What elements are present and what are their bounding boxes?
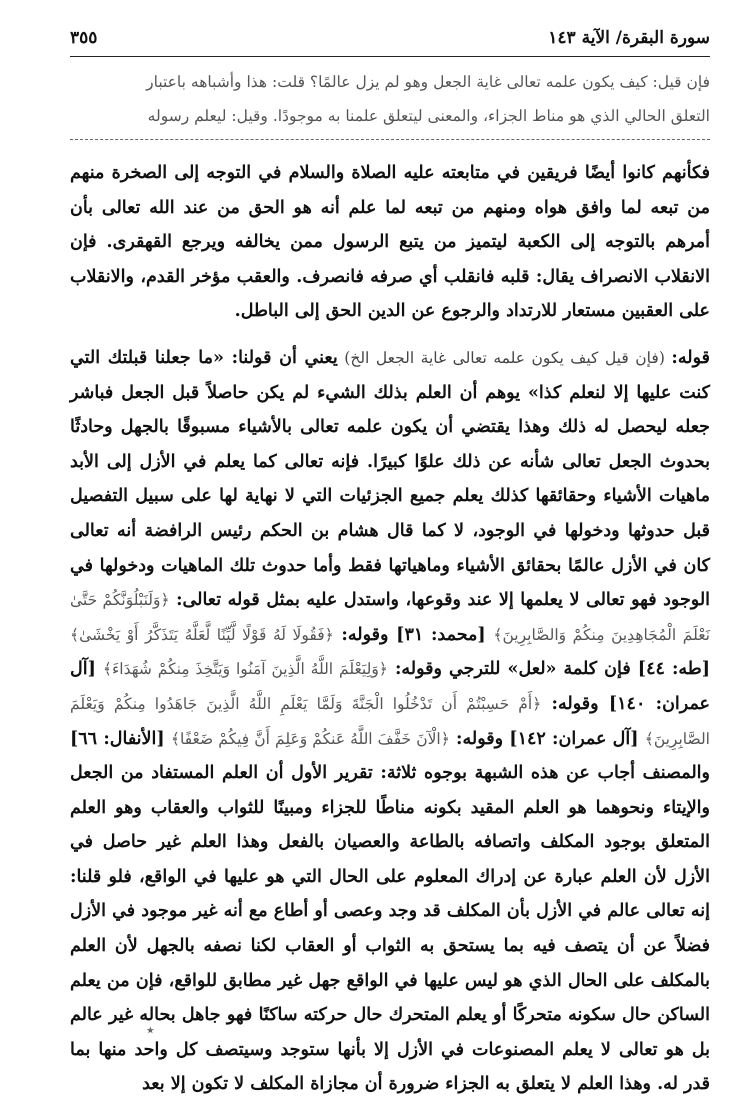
quran-verse: ﴿أَمْ حَسِبْتُمْ أَن تَدْخُلُوا الْجَنَّةَ وَلَمَّا يَعْلَمِ اللَّهُ الَّذِينَ جَاهَدُوا مِنكُمْ وَيَعْلَمَ الصَّابِرِينَ﴾ <box>70 694 710 748</box>
page-number: ٣٥٥ <box>70 28 98 48</box>
verse-ref: [طه: ٤٤] فإن كلمة «لعل» للترجي وقوله: <box>387 659 710 680</box>
qawluhu-label: قوله: <box>671 347 710 368</box>
verse-ref: [آل عمران: ١٤٠] وقوله: <box>70 659 711 714</box>
quran-verse: ﴿وَلَنَبْلُوَنَّكُمْ حَتَّىٰ نَعْلَمَ الْمُجَاهِدِينَ مِنكُمْ وَالصَّابِرِينَ﴾ <box>70 591 710 644</box>
verse-ref: [آل عمران: ١٤٢] وقوله: <box>449 728 645 749</box>
separator-line <box>70 139 710 140</box>
commentary-paragraph: فكأنهم كانوا أيضًا فريقين في متابعته عليه الصلاة والسلام في التوجه إلى الصخرة منهم من تبعه لما وافق هواه ومنهم من تبعه لما علم أنه هو الحق من عند الله تعالى بأن أمرهم بالتوجه إلى الكعبة ليتميز من يتبع الرسول ممن يخالفه ويرجع القهقرى. فإن الانقلاب الانصراف يقال: قلبه فانقلب أي صرفه فانصرف. والعقب مؤخر القدم، والانقلاب على العقبين مستعار للارتداد والرجوع عن الدين الحق إلى الباطل. <box>70 163 710 322</box>
running-header <box>70 26 710 57</box>
commentary-text: يعني أن قولنا: «ما جعلنا قبلتك التي كنت عليها إلا لنعلم كذا» يوهم أن العلم بذلك الشيء لم يكن حاصلاً قبل الجعل فباشر جعله ليحصل له ذلك وهذا يقتضي أن يكون علمه تعالى بالأشياء مسبوقًا بالجهل وحادثًا بحدوث الجعل تعالى شأنه عن ذلك علوًا كبيرًا. فإنه تعالى كما يعلم في الأزل إلى الأبد ماهيات الأشياء وحقائقها كذلك يعلم جميع الجزئيات التي لا نهاية لها على سبيل التفصيل قبل حدوثها ودخولها في الوجود، لا كما قال هشام بن الحكم رئيس الرافضة أنه تعالى كان في الأزل عالمًا بحقائق الأشياء وماهياتها فقط وأما حدوث تلك الماهيات ودخولها في الوجود فهو تعالى لا يعلمها إلا عند وقوعها، واستدل عليه بمثل قوله تعالى: <box>70 347 711 611</box>
quran-verse: ﴿الْآنَ خَفَّفَ اللَّهُ عَنكُمْ وَعَلِمَ أَنَّ فِيكُمْ ضَعْفًا﴾ <box>170 729 450 748</box>
quran-verse: ﴿وَلِيَعْلَمَ اللَّهُ الَّذِينَ آمَنُوا وَيَتَّخِذَ مِنكُمْ شُهَدَاءَ﴾ <box>102 660 388 679</box>
surah-title: سورة البقرة/ الآية ١٤٣ <box>548 28 710 48</box>
verse-ref: [محمد: ٣١] وقوله: <box>333 624 494 645</box>
page <box>70 26 710 1102</box>
base-text-line: فإن قيل: كيف يكون علمه تعالى غاية الجعل وهو لم يزل عالمًا؟ قلت: هذا وأشباهه باعتبار <box>146 73 710 91</box>
verse-ref: [الأنفال: ٦٦] <box>70 728 171 749</box>
footer-mark: ٭ <box>146 1020 155 1039</box>
quoted-matn: (فإن قيل كيف يكون علمه تعالى غاية الجعل الخ) <box>337 348 672 367</box>
quran-verse: ﴿فَقُولَا لَهُ قَوْلًا لَّيِّنًا لَّعَلَّهُ يَتَذَكَّرُ أَوْ يَخْشَىٰ﴾ <box>70 625 334 644</box>
commentary-paragraph-2 <box>70 341 710 1102</box>
base-text-line: التعلق الحالي الذي هو مناط الجزاء، والمعنى ليتعلق علمنا به موجودًا. وقيل: ليعلم رسوله <box>147 107 710 125</box>
commentary-text: والمصنف أجاب عن هذه الشبهة بوجوه ثلاثة: تقرير الأول أن العلم المستفاد من الجعل والإيتاء ونحوهما هو العلم المقيد بكونه مناطًا للجزاء ومبينًا للثواب والعقاب وهو العلم المتعلق بوجود المكلف واتصافه بالطاعة والعصيان بالفعل وهذا العلم غير حاصل في الأزل لأن العلم عبارة عن إدراك المعلوم على الحال التي هو عليها في الواقع، فلو قلنا: إنه تعالى عالم في الأزل بأن المكلف قد وجد وعصى أو أطاع مع أنه غير موجود في الأزل فضلاً عن أن يتصف فيه بما يستحق به الثواب أو العقاب لكنا نصفه بالجهل لأن العلم بالمكلف على الحال الذي هو ليس عليها في الواقع جهل غير مطابق للواقع، فإن من يعلم الساكن حال سكونه متحركًا أو يعلم المتحرك حال حركته ساكنًا فهو جاهل بحاله غير عالم بل هو تعالى لا يعلم المصنوعات في الأزل إلا بأنها ستوجد وسيتصف كل واحد منها بما قدر له. وهذا العلم لا يتعلق به الجزاء ضرورة أن مجازاة المكلف لا تكون إلا بعد <box>70 763 710 1095</box>
base-text <box>70 65 710 133</box>
